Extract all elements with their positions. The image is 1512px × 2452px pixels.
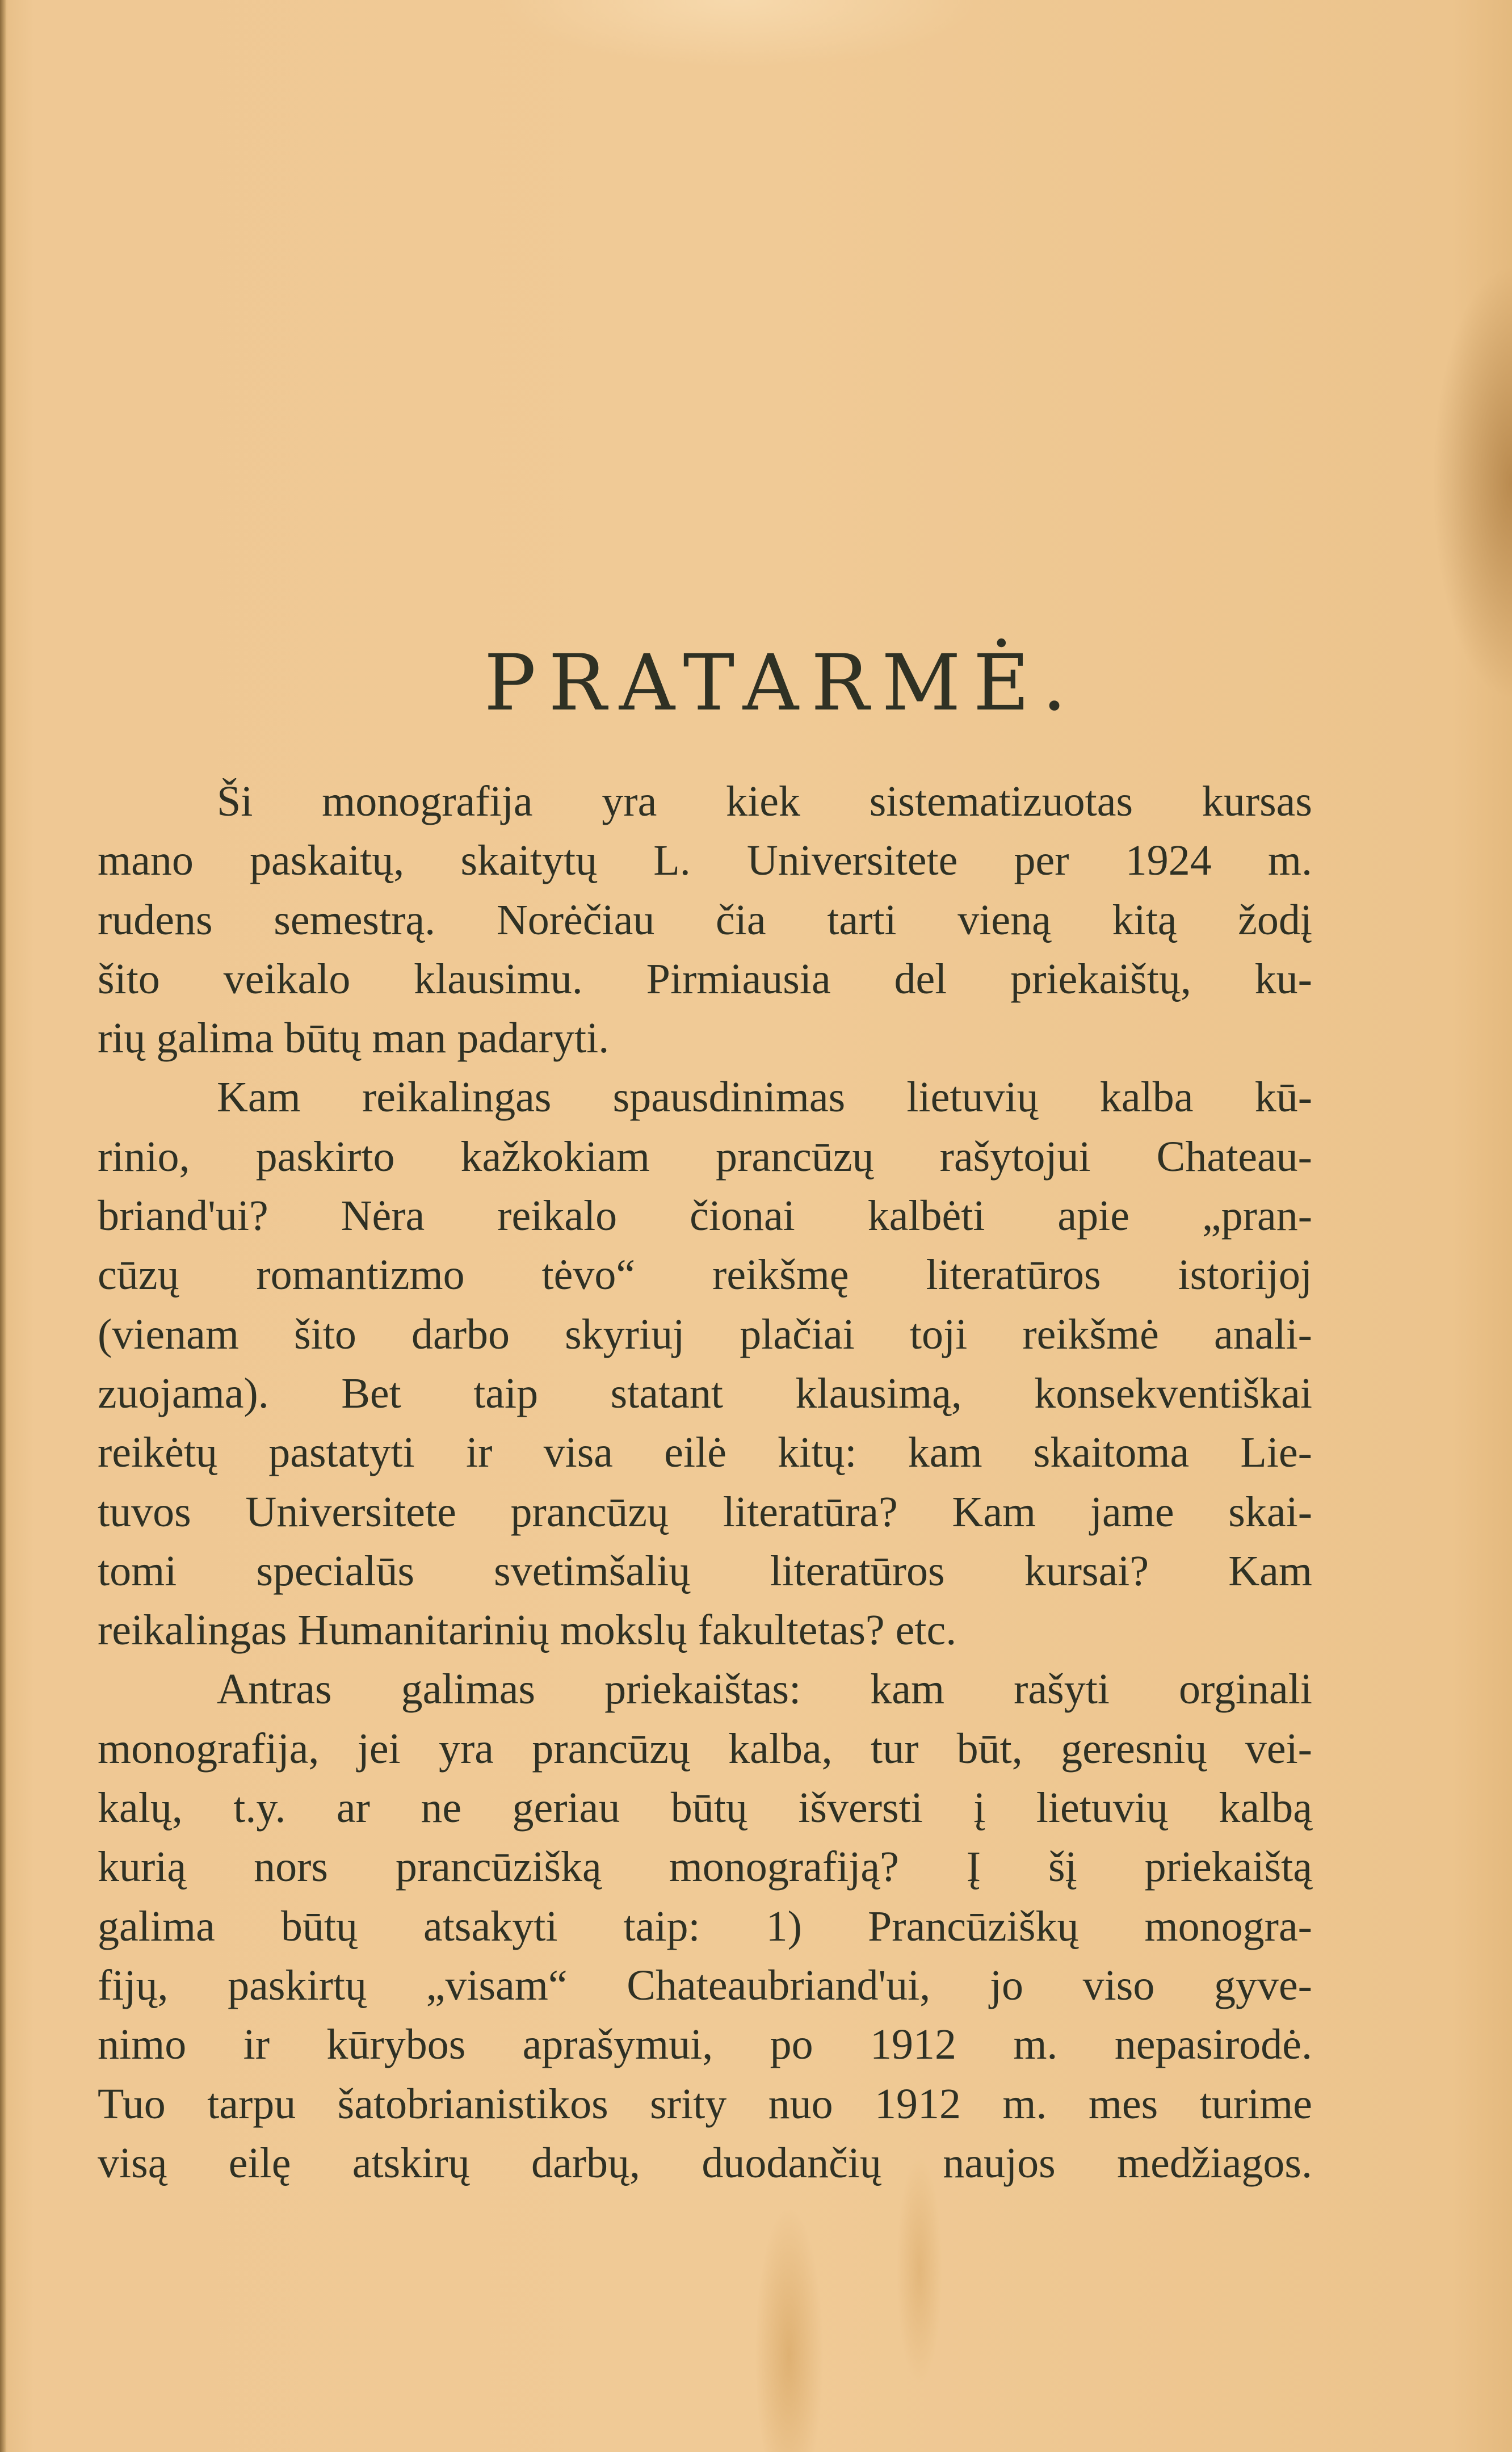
text-line: cūzų romantizmo tėvo“ reikšmę literatūros istorijoj [98,1251,1312,1299]
text-line: fijų, paskirtų „visam“ Chateaubriand'ui, jo viso gyve- [98,1961,1312,2009]
text-line: visą eilę atskirų darbų, duodančių naujos medžiagos. [98,2139,1312,2187]
text-line: kalų, t.y. ar ne geriau būtų išversti į lietuvių kalbą [98,1784,1312,1832]
text-line: mano paskaitų, skaitytų L. Universitete per 1924 m. [98,837,1312,885]
text-line: tomi specialūs svetimšalių literatūros kursai? Kam [98,1547,1312,1595]
text-line: reikalingas Humanitarinių mokslų fakultetas? etc. [98,1606,957,1655]
text-line: Antras galimas priekaištas: kam rašyti orginali [217,1665,1312,1714]
text-line: rių galima būtų man padaryti. [98,1014,610,1063]
text-line: Ši monografija yra kiek sistematizuotas kursas [217,778,1312,825]
page-title: PRATARMĖ. [484,639,1080,728]
text-line: Kam reikalingas spausdinimas lietuvių kalba kū- [217,1073,1312,1122]
text-line: Tuo tarpu šatobrianistikos srity nuo 1912 m. mes turime [98,2080,1312,2128]
text-line: monografija, jei yra prancūzų kalba, tur būt, geresnių vei- [98,1724,1312,1773]
text-line: briand'ui? Nėra reikalo čionai kalbėti apie „pran- [98,1192,1312,1240]
page-binding-edge [0,0,6,2452]
preface-body [98,772,1312,2193]
text-line: (vienam šito darbo skyriuj plačiai toji reikšmė anali- [98,1310,1312,1358]
text-line: rinio, paskirto kažkokiam prancūzų rašytojui Chateau- [98,1132,1312,1181]
text-line: tuvos Universitete prancūzų literatūra? Kam jame skai- [98,1488,1312,1536]
text-line: galima būtų atsakyti taip: 1) Prancūziškų monogra- [98,1902,1312,1950]
text-line: šito veikalo klausimu. Pirmiausia del priekaištų, ku- [98,955,1312,1003]
text-line: rudens semestrą. Norėčiau čia tarti vieną kitą žodį [98,896,1312,944]
text-line: reikėtų pastatyti ir visa eilė kitų: kam skaitoma Lie- [98,1429,1312,1477]
text-line: zuojama). Bet taip statant klausimą, konsekventiškai [98,1369,1312,1417]
text-line: kurią nors prancūzišką monografiją? Į šį priekaištą [98,1843,1312,1891]
text-line: nimo ir kūrybos aprašymui, po 1912 m. nepasirodė. [98,2021,1312,2069]
